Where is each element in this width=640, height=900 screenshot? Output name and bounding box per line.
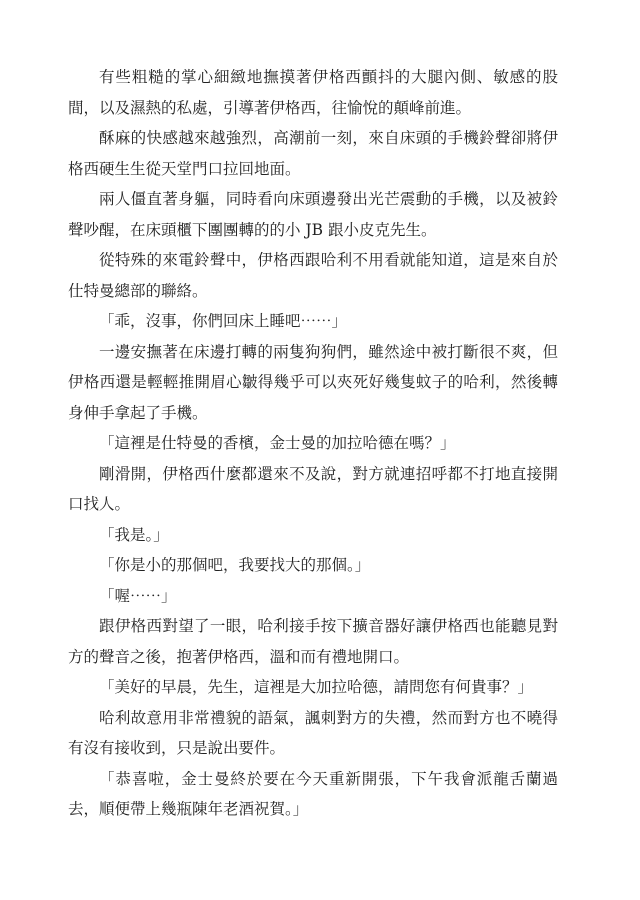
dialogue-line: 「我是。」: [99, 525, 169, 544]
dialogue-line: 「乖，沒事，你們回床上睡吧⋯⋯」: [99, 312, 348, 330]
paragraph: 剛滑開，伊格西什麼都還來不及說，對方就連招呼都不打地直接開口找人。: [68, 464, 558, 513]
paragraph: 一邊安撫著在床邊打轉的兩隻狗狗們，雖然途中被打斷很不爽，但伊格西還是輕輕推開眉心皺得幾乎可以夾死好幾隻蚊子的哈利，然後轉身伸手拿起了手機。: [68, 342, 558, 422]
paragraph: 跟伊格西對望了一眼，哈利接手按下擴音器好讓伊格西也能聽見對方的聲音之後，抱著伊格西，溫和而有禮地開口。: [68, 617, 558, 666]
paragraph: 兩人僵直著身軀，同時看向床頭邊發出光芒震動的手機，以及被鈴聲吵醒，在床頭櫃下團團轉的的小 JB 跟小皮克先生。: [68, 190, 558, 239]
document-page: [68, 62, 558, 825]
paragraph: 酥麻的快感越來越強烈，高潮前一刻，來自床頭的手機鈴聲卻將伊格西硬生生從天堂門口拉回地面。: [68, 129, 558, 178]
dialogue-line: 「這裡是仕特曼的香檳，金士曼的加拉哈德在嗎？」: [99, 434, 456, 452]
paragraph: 從特殊的來電鈴聲中，伊格西跟哈利不用看就能知道，這是來自於仕特曼總部的聯絡。: [68, 251, 558, 300]
dialogue-line: 「你是小的那個吧，我要找大的那個。」: [99, 556, 371, 574]
paragraph: 哈利故意用非常禮貌的語氣，諷刺對方的失禮，然而對方也不曉得有沒有接收到，只是說出要件。: [68, 708, 558, 757]
paragraph: 有些粗糙的掌心細緻地撫摸著伊格西顫抖的大腿內側、敏感的股間，以及濕熱的私處，引導著伊格西，往愉悅的顛峰前進。: [68, 68, 558, 117]
dialogue-line: 「喔⋯⋯」: [99, 586, 177, 605]
dialogue-line: 「恭喜啦，金士曼終於要在今天重新開張，下午我會派龍舌蘭過去，順便帶上幾瓶陳年老酒祝賀。」: [68, 769, 558, 818]
dialogue-line: 「美好的早晨，先生，這裡是大加拉哈德，請問您有何貴事？」: [99, 678, 534, 696]
